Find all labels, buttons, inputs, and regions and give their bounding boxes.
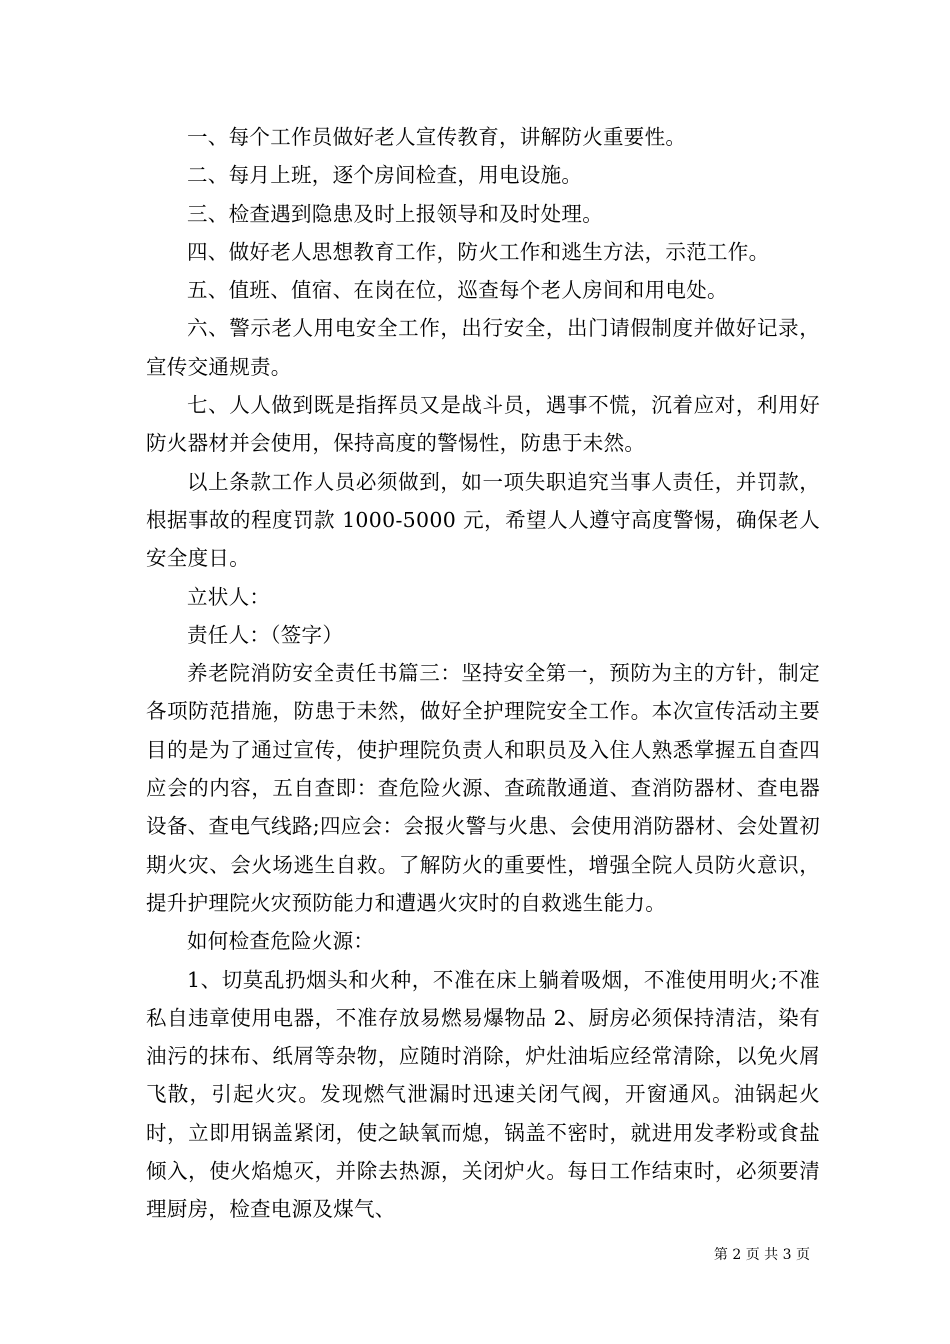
section-heading-fire-check: 如何检查危险火源： [187,929,375,954]
paragraph-clause-2: 二、每月上班，逐个房间检查，用电设施。 [187,163,583,188]
document-body [146,118,820,1229]
paragraph-penalty: 以上条款工作人员必须做到，如一项失职追究当事人责任，并罚款，根据事故的程度罚款 1000-5000 元，希望人人遵守高度警惕，确保老人安全度日。 [146,469,820,571]
responsible-person-line: 责任人：（签字） [187,622,344,647]
paragraph-clause-6: 六、警示老人用电安全工作，出行安全，出门请假制度并做好记录，宣传交通规责。 [146,316,820,379]
paragraph-clause-7: 七、人人做到既是指挥员又是战斗员，遇事不慌，沉着应对，利用好防火器材并会使用，保持高度的警惕性，防患于未然。 [146,393,820,456]
paragraph-clause-4: 四、做好老人思想教育工作，防火工作和逃生方法，示范工作。 [187,239,770,264]
signatory-line: 立状人： [187,584,271,609]
paragraph-article-three: 养老院消防安全责任书篇三：坚持安全第一，预防为主的方针，制定各项防范措施，防患于未然，做好全护理院安全工作。本次宣传活动主要目的是为了通过宣传，使护理院负责人和职员及入住人熟悉掌握五自查四应会的内容，五自查即：查危险火源、查疏散通道、查消防器材、查电器设备、查电气线路;四应会：会报火警与火患、会使用消防器材、会处置初期火灾、会火场逃生自救。了解防火的重要性，增强全院人员防火意识，提升护理院火灾预防能力和遭遇火灾时的自救逃生能力。 [146,661,820,915]
paragraph-clause-3: 三、检查遇到隐患及时上报领导和及时处理。 [187,201,603,226]
paragraph-fire-check-items: 1、切莫乱扔烟头和火种，不准在床上躺着吸烟，不准使用明火;不准私自违章使用电器，不准存放易燃易爆物品 2、厨房必须保持清洁，染有油污的抹布、纸屑等杂物，应随时消除，炉灶油垢应经常清除，以免火屑飞散，引起火灾。发现燃气泄漏时迅速关闭气阀，开窗通风。油锅起火时，立即用锅盖紧闭，使之缺氧而熄，锅盖不密时，就进用发孝粉或食盐倾入，使火焰熄灭，并除去热源，关闭炉火。每日工作结束时，必须要清理厨房，检查电源及煤气、 [146,967,820,1222]
page-number: 第 2 页 共 3 页 [713,1247,810,1263]
paragraph-clause-5: 五、值班、值宿、在岗在位，巡查每个老人房间和用电处。 [187,278,728,303]
paragraph-clause-1: 一、每个工作员做好老人宣传教育，讲解防火重要性。 [187,125,687,149]
